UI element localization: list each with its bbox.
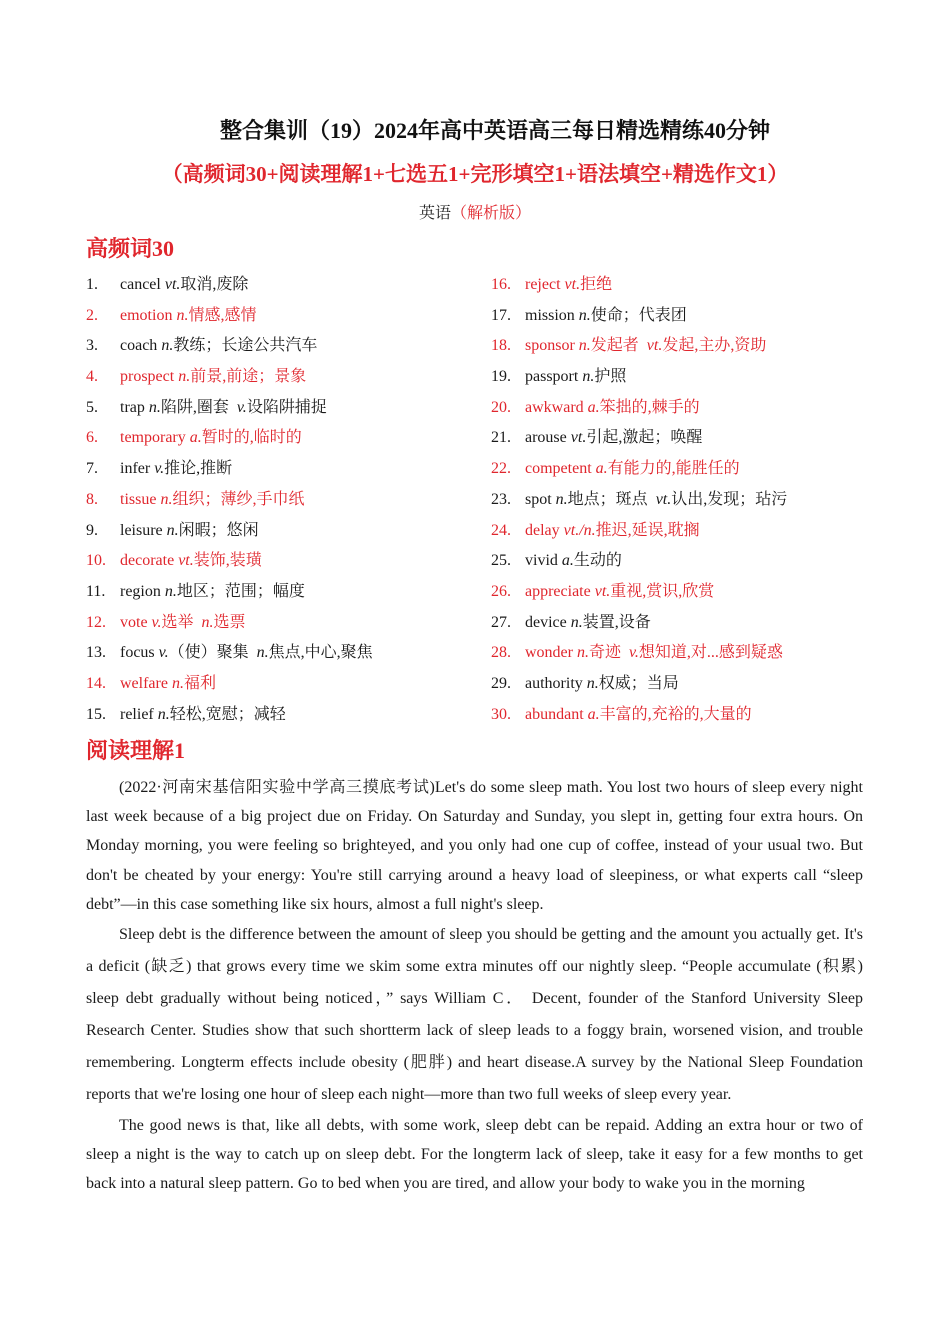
vocab-pos: a.: [561, 552, 574, 570]
vocab-item: [491, 608, 911, 639]
vocab-number: 10.: [86, 552, 106, 570]
vocab-word: passport: [525, 368, 579, 386]
vocab-pos: n.: [578, 337, 591, 355]
vocab-number: 15.: [86, 705, 106, 723]
vocab-meaning: 前景,前途；景象: [190, 368, 307, 386]
vocab-word: appreciate: [525, 582, 591, 600]
vocab-number: 20.: [491, 398, 511, 416]
vocab-word: spot: [525, 490, 552, 508]
vocab-number: 22.: [491, 460, 511, 478]
vocab-meaning: 地点；斑点: [567, 490, 648, 508]
vocab-item: [86, 669, 506, 700]
vocab-entry: [120, 454, 232, 485]
vocab-meaning: 有能力的,能胜任的: [607, 460, 740, 478]
vocab-number: 18.: [491, 337, 511, 355]
vocab-meaning-secondary: 发起,主办,资助: [662, 337, 767, 355]
edition-label: （解析版）: [451, 205, 532, 222]
vocab-word: infer: [120, 460, 151, 478]
vocab-pos: vt.: [570, 429, 587, 447]
vocab-pos: n.: [148, 398, 161, 416]
vocab-meaning: 教练；长途公共汽车: [173, 337, 318, 355]
vocab-item: [491, 423, 911, 454]
vocab-word: vote: [120, 613, 148, 631]
vocab-meaning: 选举: [161, 613, 194, 631]
vocab-entry: [525, 516, 700, 547]
vocab-meaning: 丰富的,充裕的,大量的: [599, 705, 752, 723]
vocab-word: wonder: [525, 644, 573, 662]
vocab-meaning: 装置,设备: [582, 613, 651, 631]
reading-paragraph-1: (2022·河南宋基信阳实验中学高三摸底考试)Let's do some sleep math. You lost two hours of sleep every night last week because of a big project due on Friday. On Saturday and Sunday, you slept in, getting four extra hours. On Monday morning, you were feeling so brighteyed, and you only had one cup of coffee, instead of your usual two. But don't be cheated by your energy: You're still carrying around a heavy load of sleepiness, or what experts call “sleep debt”—in this case something like six hours, almost a full night's sleep.: [86, 779, 863, 913]
vocab-number: 16.: [491, 276, 511, 293]
vocab-pos: n.: [166, 521, 179, 539]
vocab-item: [86, 423, 506, 454]
vocab-pos: n.: [576, 644, 589, 662]
vocab-number: 8.: [86, 490, 98, 508]
vocab-entry: [120, 301, 256, 332]
vocab-number: 2.: [86, 306, 98, 324]
reading-section-heading: 阅读理解1: [86, 738, 186, 763]
vocab-word: reject: [525, 276, 561, 293]
vocab-entry: [120, 608, 246, 639]
vocab-item: [491, 485, 911, 516]
vocab-item: [491, 331, 911, 362]
vocab-word: sponsor: [525, 337, 575, 355]
vocab-pos: a.: [189, 429, 202, 447]
vocab-word: delay: [525, 521, 560, 539]
vocab-entry: [525, 331, 766, 362]
vocab-entry: [120, 331, 317, 362]
vocab-meaning: 使命；代表团: [590, 306, 687, 324]
vocab-meaning: 组织；薄纱,手巾纸: [172, 490, 305, 508]
vocab-number: 1.: [86, 276, 98, 293]
vocab-pos-secondary: vt.: [655, 490, 672, 508]
vocab-pos-secondary: v.: [629, 644, 639, 662]
vocab-pos: n.: [555, 490, 568, 508]
vocab-entry: [525, 301, 687, 332]
vocab-pos: a.: [595, 460, 608, 478]
vocab-pos: a.: [587, 398, 600, 416]
vocab-pos: n.: [578, 306, 591, 324]
vocab-item: [491, 516, 911, 547]
vocab-item: [86, 454, 506, 485]
vocab-entry: [120, 669, 216, 700]
vocab-word: temporary: [120, 429, 186, 447]
vocab-item: [86, 485, 506, 516]
vocab-number: 25.: [491, 552, 511, 570]
vocab-pos-secondary: vt.: [646, 337, 663, 355]
vocab-meaning-secondary: 想知道,对...感到疑惑: [638, 644, 783, 662]
vocab-item: [491, 669, 911, 700]
vocab-entry: [120, 362, 306, 393]
vocab-item: [491, 454, 911, 485]
vocab-word: trap: [120, 398, 145, 416]
vocab-number: 5.: [86, 398, 98, 416]
vocab-entry: [120, 577, 305, 608]
vocab-word: authority: [525, 674, 583, 692]
vocab-pos: n.: [157, 705, 170, 723]
vocab-item: [86, 700, 506, 731]
vocab-entry: [525, 485, 787, 516]
vocab-meaning: 福利: [183, 674, 216, 692]
vocab-item: [491, 577, 911, 608]
vocab-item: [86, 393, 506, 424]
vocab-word: cancel: [120, 276, 161, 293]
vocab-meaning: 闲暇；悠闲: [178, 521, 259, 539]
vocab-meaning: 装饰,装璜: [193, 552, 262, 570]
vocab-pos: n.: [176, 306, 189, 324]
vocab-item: [491, 270, 911, 301]
vocab-meaning: 拒绝: [580, 276, 613, 293]
vocab-meaning-secondary: 认出,发现；玷污: [671, 490, 788, 508]
vocab-pos: n.: [160, 490, 173, 508]
vocab-pos: vt./n.: [563, 521, 596, 539]
vocab-entry: [525, 423, 702, 454]
vocab-section-heading: 高频词30: [86, 236, 175, 261]
vocab-entry: [120, 638, 373, 669]
vocab-item: [86, 362, 506, 393]
vocab-meaning: 重视,赏识,欣赏: [610, 582, 715, 600]
vocab-item: [491, 393, 911, 424]
reading-paragraph-2: Sleep debt is the difference between the amount of sleep you should be getting and the amount you actually get. It's a deficit (缺乏) that grows every time we skim some extra minutes off our nightly sleep. “People accumulate (积累) sleep debt gradually without being noticed，” says William C． Decent, founder of the Stanford University Sleep Research Center. Studies show that such shortterm lack of sleep leads to a foggy brain, worsened vision, and trouble remembering. Longterm effects include obesity (肥胖) and heart disease.A survey by the National Sleep Foundation reports that we're losing one hour of sleep each night—more than two full weeks of sleep every year.: [86, 926, 863, 1104]
vocab-word: device: [525, 613, 567, 631]
vocab-word: prospect: [120, 368, 175, 386]
vocab-meaning: 发起者: [590, 337, 639, 355]
vocab-number: 23.: [491, 490, 511, 508]
vocab-pos-secondary: v.: [236, 398, 247, 416]
vocab-pos: vt.: [564, 276, 581, 293]
reading-passage: [86, 773, 863, 1199]
vocab-item: [86, 516, 506, 547]
vocab-pos-secondary: n.: [256, 644, 269, 662]
vocab-pos: v.: [154, 460, 165, 478]
vocab-pos: n.: [161, 337, 174, 355]
vocab-number: 13.: [86, 644, 106, 662]
vocab-item: [86, 301, 506, 332]
vocab-pos: n.: [582, 368, 595, 386]
vocab-word: emotion: [120, 306, 173, 324]
vocab-word: relief: [120, 705, 154, 723]
vocab-word: abundant: [525, 705, 584, 723]
vocab-list-left: [86, 270, 506, 730]
vocab-number: 14.: [86, 674, 106, 692]
vocab-word: mission: [525, 306, 575, 324]
vocab-meaning-secondary: 选票: [213, 613, 246, 631]
vocab-item: [86, 608, 506, 639]
vocab-word: decorate: [120, 552, 175, 570]
vocab-pos: vt.: [594, 582, 611, 600]
vocab-number: 27.: [491, 613, 511, 631]
vocab-number: 24.: [491, 521, 511, 539]
vocab-pos: vt.: [164, 276, 181, 293]
vocab-word: arouse: [525, 429, 567, 447]
vocab-item: [491, 362, 911, 393]
vocab-meaning: 生动的: [573, 552, 622, 570]
vocab-word: competent: [525, 460, 592, 478]
vocab-number: 26.: [491, 582, 511, 600]
vocab-item: [491, 546, 911, 577]
vocab-meaning: 情感,感情: [188, 306, 257, 324]
document-subtitle: （高频词30+阅读理解1+七选五1+完形填空1+语法填空+精选作文1）: [161, 162, 789, 186]
vocab-meaning: 取消,废除: [180, 276, 249, 293]
vocab-entry: [120, 270, 248, 301]
vocab-meaning: （使）聚集: [168, 644, 249, 662]
vocab-word: welfare: [120, 674, 168, 692]
vocab-number: 30.: [491, 705, 511, 723]
vocab-item: [86, 546, 506, 577]
vocab-entry: [525, 577, 714, 608]
vocab-pos: n.: [586, 674, 599, 692]
vocab-meaning: 地区；范围；幅度: [176, 582, 305, 600]
vocab-entry: [525, 362, 626, 393]
vocab-pos: a.: [587, 705, 600, 723]
vocab-word: leisure: [120, 521, 163, 539]
vocab-entry: [525, 270, 612, 301]
vocab-entry: [525, 454, 740, 485]
vocab-entry: [525, 393, 700, 424]
vocab-word: region: [120, 582, 161, 600]
vocab-number: 6.: [86, 429, 98, 447]
vocab-pos: vt.: [178, 552, 194, 570]
vocab-meaning: 引起,激起；唤醒: [586, 429, 703, 447]
vocab-item: [491, 700, 911, 731]
vocab-meaning: 轻松,宽慰；减轻: [169, 705, 286, 723]
vocab-meaning-secondary: 设陷阱捕捉: [246, 398, 327, 416]
vocab-meaning: 护照: [594, 368, 627, 386]
vocab-number: 28.: [491, 644, 511, 662]
vocab-pos: n.: [570, 613, 583, 631]
vocab-number: 7.: [86, 460, 98, 478]
vocab-entry: [120, 393, 327, 424]
vocab-word: tissue: [120, 490, 157, 508]
vocab-number: 29.: [491, 674, 511, 692]
vocab-number: 4.: [86, 368, 98, 386]
vocab-entry: [120, 700, 286, 731]
vocab-word: awkward: [525, 398, 584, 416]
vocab-meaning: 暂时的,临时的: [201, 429, 302, 447]
vocab-pos: n.: [171, 674, 184, 692]
vocab-entry: [120, 423, 302, 454]
vocab-meaning: 推论,推断: [164, 460, 233, 478]
vocab-entry: [525, 546, 622, 577]
vocab-meaning: 推迟,延误,耽搁: [595, 521, 700, 539]
vocab-pos: v.: [151, 613, 162, 631]
vocab-pos-secondary: n.: [201, 613, 214, 631]
vocab-number: 19.: [491, 368, 511, 386]
vocab-item: [86, 270, 506, 301]
vocab-item: [86, 331, 506, 362]
vocab-entry: [525, 669, 679, 700]
vocab-number: 11.: [86, 582, 106, 600]
subject-label: 英语: [418, 205, 451, 222]
vocab-item: [86, 638, 506, 669]
vocab-item: [86, 577, 506, 608]
vocab-pos: n.: [164, 582, 177, 600]
vocab-number: 17.: [491, 306, 511, 324]
vocab-entry: [120, 516, 259, 547]
vocab-word: vivid: [525, 552, 558, 570]
vocab-meaning-secondary: 焦点,中心,聚焦: [268, 644, 373, 662]
vocab-meaning: 笨拙的,棘手的: [599, 398, 700, 416]
vocab-meaning: 奇迹: [588, 644, 621, 662]
vocab-item: [491, 638, 911, 669]
vocab-entry: [525, 608, 651, 639]
vocab-number: 12.: [86, 613, 106, 631]
vocab-meaning: 陷阱,圈套: [160, 398, 229, 416]
document-title: 整合集训（19）2024年高中英语高三每日精选精练40分钟: [219, 118, 770, 143]
vocab-entry: [525, 638, 783, 669]
vocab-word: coach: [120, 337, 158, 355]
vocab-number: 9.: [86, 521, 98, 539]
vocab-entry: [120, 485, 304, 516]
vocab-item: [491, 301, 911, 332]
reading-paragraph-3: The good news is that, like all debts, with some work, sleep debt can be repaid. Adding an extra hour or two of sleep a night is the way to catch up on sleep debt. For the longterm lack of sleep, take it easy for a few months to get back into a natural sleep pattern. Go to bed when you are tired, and allow your body to wake you in the morning: [86, 1117, 863, 1193]
vocab-entry: [120, 546, 262, 577]
edition-line: [0, 200, 950, 223]
vocab-word: focus: [120, 644, 155, 662]
vocab-number: 3.: [86, 337, 98, 355]
vocab-list-right: [491, 270, 911, 730]
vocab-pos: v.: [158, 644, 169, 662]
vocab-number: 21.: [491, 429, 511, 447]
vocab-pos: n.: [178, 368, 191, 386]
vocab-meaning: 权威；当局: [598, 674, 679, 692]
vocab-entry: [525, 700, 752, 731]
